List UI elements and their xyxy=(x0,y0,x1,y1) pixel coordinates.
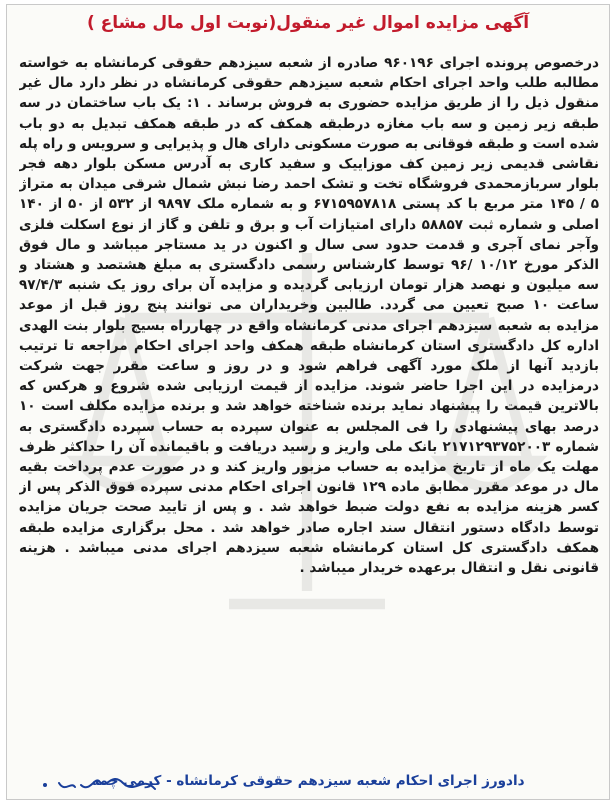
notice-title: آگهی مزایده اموال غیر منقول(نوبت اول مال مشاع ) xyxy=(86,13,530,33)
auction-notice xyxy=(6,4,610,800)
notice-signatory: دادورز اجرای احکام شعبه سیزدهم حقوقی کرمانشاه - کرمی چمه xyxy=(91,773,525,789)
notice-body: درخصوص پرونده اجرای ۹۶۰۱۹۶ صادره از شعبه سیزدهم حقوقی کرمانشاه به خواسته مطالبه طلب واحد اجرای احکام شعبه سیزدهم حقوقی کرمانشاه در نظر دارد مال غیر منقول ذیل را از طریق مزایده حضوری به فروش برساند . ۱: یک باب ساختمان در سه طبقه زیر زمین و سه باب مغازه درطبقه همکف که در طبقه همکف تبدیل به دو باب شده است و طبقه فوقانی به صورت مسکونی دارای هال و پذیرایی و سرویس و راه پله نقاشی قدیمی زیر زمین کف موزاییک و سفید کاری به آدرس مسکن بلوار دهه فجر بلوار سربازمحمدی فروشگاه تخت و تشک احمد رضا نبش شمال شرقی میدان به متراژ ۵ / ۱۴۵ متر مربع با کد پستی ۶۷۱۵۹۵۷۸۱۸ و به شماره ملک ۹۸۹۷ از ۵۳۲ از ۵۰ از ۱۴۰ اصلی و شماره ثبت ۵۸۸۵۷ دارای امتیازات آب و برق و تلفن و گاز از نوع اسکلت فلزی وآجر نمای آجری و قدمت حدود سی سال و اکنون در ید مستاجر میباشد و مال فوق الذکر مورخ ۱۰/۱۲ /۹۶ توسط کارشناس رسمی دادگستری به مبلغ هشتصد و هشتاد و سه میلیون و نهصد هزار تومان ارزیابی گردیده و مزایده آن برای روز یک شنبه ۹۷/۴/۳ ساعت ۱۰ صبح تعیین می گردد. طالبین وخریداران می توانند پنج روز قبل از موعد مزایده به شعبه سیزدهم اجرای مدنی کرمانشاه واقع در چهارراه بسیج بلوار بنت الهدی اداره کل دادگستری استان کرمانشاه طبقه همکف واحد اجرای احکام مراجعه تا ترتیب بازدید آنها از ملک مورد آگهی فراهم شود و در روز و ساعت مقرر جهت شرکت درمزایده در این اجرا حاضر شوند. مزایده از قیمت ارزیابی شده شروع و هرکس که بالاترین قیمت را پیشنهاد نماید برنده شناخته خواهد شد و برنده مزایده مکلف است ۱۰ درصد بهای پیشنهادی را فی المجلس به عنوان سپرده به حساب سپرده دادگستری به شماره ۲۱۷۱۲۹۳۷۵۲۰۰۳ بانک ملی واریز و رسید دریافت و باقیمانده آن را حداکثر ظرف مهلت یک ماه از تاریخ مزایده به حساب مزبور واریز کند و در صورت عدم پرداخت بقیه مال در موعد مقرر مطابق ماده ۱۲۹ قانون اجرای احکام مدنی سپرده فوق الذکر پس از کسر هزینه مزایده به نفع دولت ضبط خواهد شد . و پس از تایید صحت جریان مزایده توسط دادگاه دستور انتقال سند اجاره صادر خواهد شد . محل برگزاری مزایده طبقه همکف دادگستری کل استان کرمانشاه شعبه سیزدهم اجرای مدنی میباشد . هزینه قانونی نقل و انتقال برعهده خریدار میباشد . xyxy=(19,55,599,577)
handwritten-signature-icon xyxy=(15,771,165,797)
